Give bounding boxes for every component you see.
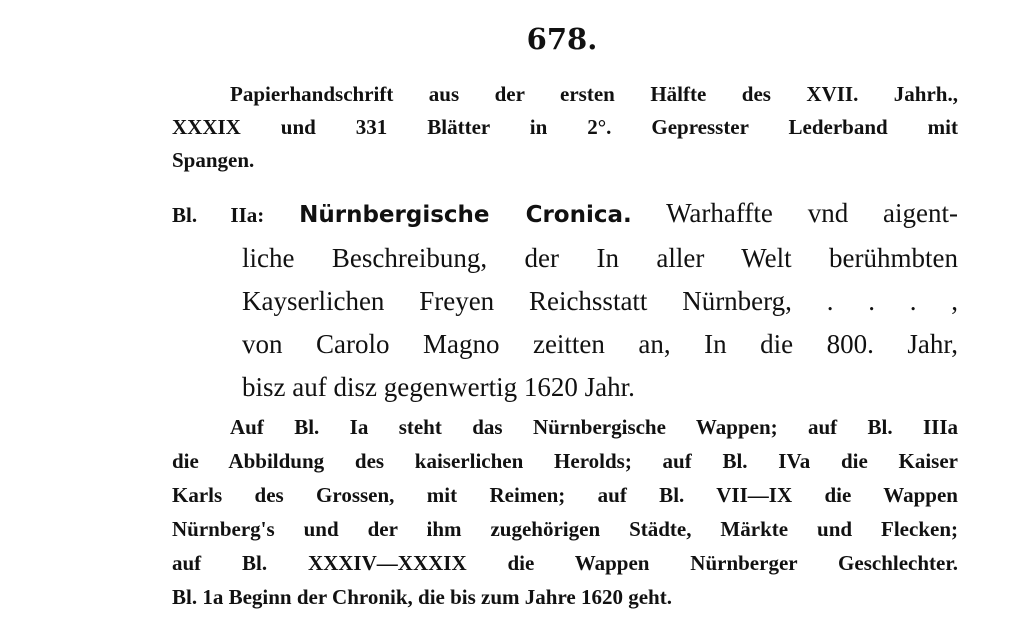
- notes-line: die Abbildung des kaiserlichen Herolds; auf Bl. IVa die Kaiser: [172, 449, 958, 473]
- title-entry-line: bisz auf disz gegenwertig 1620 Jahr.: [242, 372, 635, 402]
- manuscript-description-line: Papierhandschrift aus der ersten Hälfte des XVII. Jahrh.,: [230, 82, 958, 106]
- contents-notes: [172, 410, 958, 614]
- notes-line: Karls des Grossen, mit Reimen; auf Bl. VII—IX die Wappen: [172, 483, 958, 507]
- notes-line: Auf Bl. Ia steht das Nürnbergische Wappen; auf Bl. IIIa: [230, 415, 958, 439]
- manuscript-description: [172, 78, 958, 177]
- title-entry-line: von Carolo Magno zeitten an, In die 800. Jahr,: [242, 329, 958, 359]
- folio-reference: Bl. IIa:: [172, 203, 265, 227]
- page-number: 678.: [526, 22, 598, 56]
- title-entry-line: Kayserlichen Freyen Reichsstatt Nürnberg, . . . ,: [242, 286, 958, 316]
- notes-line: auf Bl. XXXIV—XXXIX die Wappen Nürnberger Geschlechter.: [172, 551, 958, 575]
- title-entry: [172, 192, 958, 409]
- work-title: Nürnbergische Cronica.: [299, 202, 632, 228]
- title-entry-line: liche Beschreibung, der In aller Welt berühmbten: [242, 243, 958, 273]
- title-entry-first-line: [172, 192, 958, 237]
- notes-line: Bl. 1a Beginn der Chronik, die bis zum Jahre 1620 geht.: [172, 585, 672, 609]
- title-continuation: Warhaffte vnd aigent-: [666, 198, 958, 228]
- manuscript-description-line: XXXIX und 331 Blätter in 2°. Gepresster Lederband mit: [172, 115, 958, 139]
- manuscript-description-line: Spangen.: [172, 148, 255, 172]
- notes-line: Nürnberg's und der ihm zugehörigen Städte, Märkte und Flecken;: [172, 517, 958, 541]
